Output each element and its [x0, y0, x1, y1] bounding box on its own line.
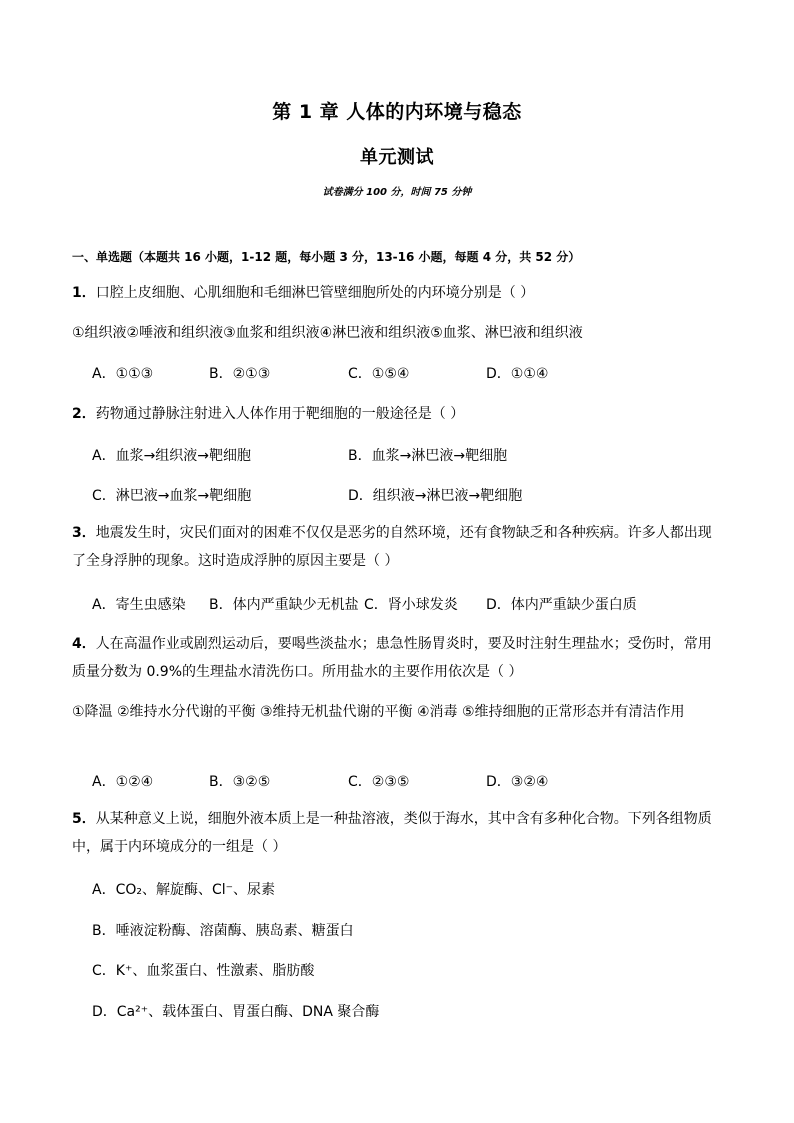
question-1	[72, 282, 732, 302]
section-heading: 一、单选题（本题共 16 小题，1-12 题，每小题 3 分，13-16 小题，每题 4 分，共 52 分）	[72, 250, 581, 264]
question-number: 2．	[72, 406, 96, 422]
question-1-statements: ①组织液②唾液和组织液③血浆和组织液④淋巴液和组织液⑤血浆、淋巴液和组织液	[72, 325, 583, 341]
question-1-option-a[interactable]: A．①①③	[92, 366, 154, 382]
question-4-option-d[interactable]: D．③②④	[486, 774, 549, 790]
question-5-option-a[interactable]: A．CO₂、解旋酶、Cl⁻、尿素	[92, 882, 276, 898]
question-1-option-d[interactable]: D．①①④	[486, 366, 549, 382]
question-5-option-c[interactable]: C．K⁺、血浆蛋白、性激素、脂肪酸	[92, 963, 315, 979]
question-4-option-c[interactable]: C．②③⑤	[348, 774, 410, 790]
question-3-option-a[interactable]: A．寄生虫感染	[92, 597, 186, 613]
question-3-option-b[interactable]: B．体内严重缺少无机盐	[209, 597, 359, 613]
question-3-option-c[interactable]: C．肾小球发炎	[364, 597, 458, 613]
question-4	[72, 630, 724, 686]
question-text: 从某种意义上说，细胞外液本质上是一种盐溶液，类似于海水，其中含有多种化合物。下列各组物质中，属于内环境成分的一组是（ ）	[72, 811, 712, 855]
page-subtitle: 单元测试	[360, 147, 434, 168]
page-title: 第 1 章 人体的内环境与稳态	[272, 101, 522, 123]
question-4-option-b[interactable]: B．③②⑤	[209, 774, 271, 790]
question-1-option-c[interactable]: C．①⑤④	[348, 366, 410, 382]
question-number: 5．	[72, 811, 96, 827]
question-2	[72, 403, 732, 423]
question-5-option-b[interactable]: B．唾液淀粉酶、溶菌酶、胰岛素、糖蛋白	[92, 923, 354, 939]
question-text: 口腔上皮细胞、心肌细胞和毛细淋巴管壁细胞所处的内环境分别是（ ）	[95, 285, 535, 301]
exam-note: 试卷满分 100 分，时间 75 分钟	[322, 187, 472, 198]
question-text: 药物通过静脉注射进入人体作用于靶细胞的一般途径是（ ）	[95, 406, 465, 422]
question-2-option-a[interactable]: A．血浆→组织液→靶细胞	[92, 448, 252, 464]
question-text: 人在高温作业或剧烈运动后，要喝些淡盐水；患急性肠胃炎时，要及时注射生理盐水；受伤时，常用质量分数为 0.9%的生理盐水清洗伤口。所用盐水的主要作用依次是（ ）	[72, 636, 712, 680]
question-2-option-d[interactable]: D．组织液→淋巴液→靶细胞	[348, 488, 523, 504]
question-3	[72, 519, 724, 575]
question-4-option-a[interactable]: A．①②④	[92, 774, 154, 790]
question-2-option-c[interactable]: C．淋巴液→血浆→靶细胞	[92, 488, 252, 504]
question-3-option-d[interactable]: D．体内严重缺少蛋白质	[486, 597, 637, 613]
question-4-statements: ①降温 ②维持水分代谢的平衡 ③维持无机盐代谢的平衡 ④消毒 ⑤维持细胞的正常形态并有清洁作用	[72, 704, 685, 720]
question-5-option-d[interactable]: D．Ca²⁺、载体蛋白、胃蛋白酶、DNA 聚合酶	[92, 1004, 380, 1020]
question-5	[72, 805, 724, 861]
question-1-option-b[interactable]: B．②①③	[209, 366, 271, 382]
question-number: 3．	[72, 525, 96, 541]
question-number: 4．	[72, 636, 96, 652]
question-number: 1．	[72, 285, 96, 301]
question-text: 地震发生时，灾民们面对的困难不仅仅是恶劣的自然环境，还有食物缺乏和各种疾病。许多人都出现了全身浮肿的现象。这时造成浮肿的原因主要是（ ）	[72, 525, 712, 569]
question-2-option-b[interactable]: B．血浆→淋巴液→靶细胞	[348, 448, 508, 464]
